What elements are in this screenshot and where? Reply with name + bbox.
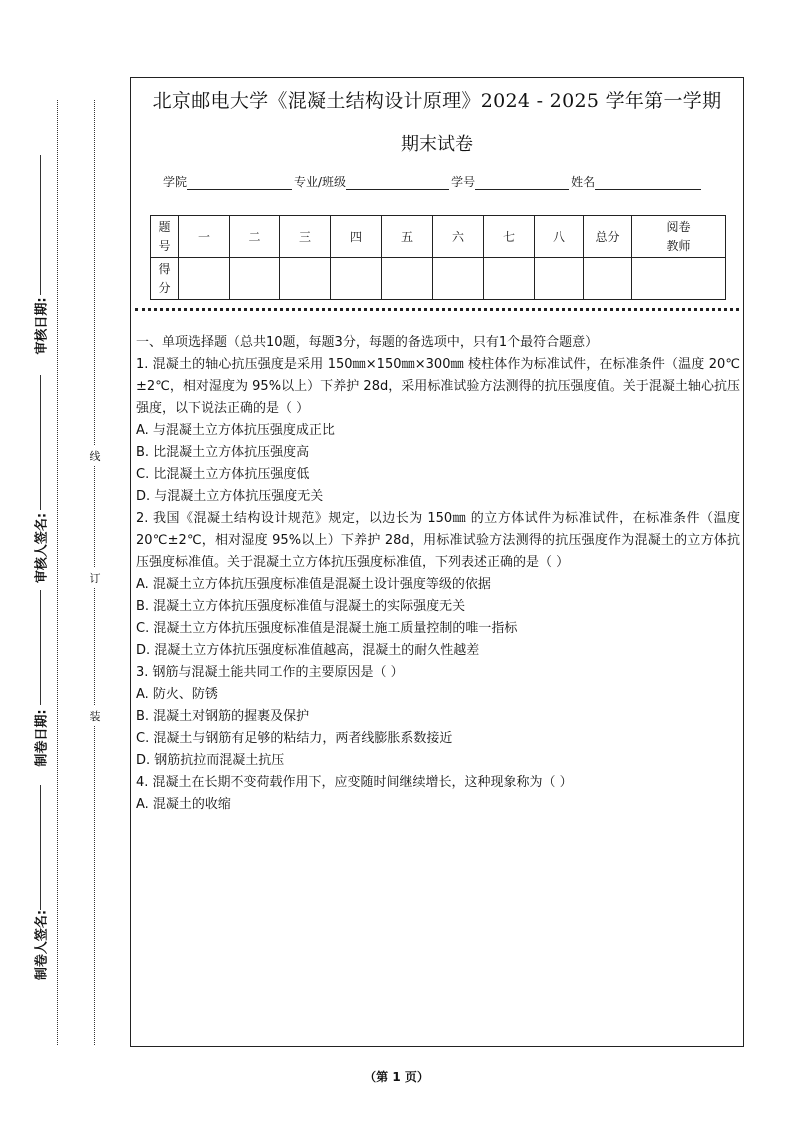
binding-char-xian: 线: [90, 446, 101, 466]
score-cell[interactable]: [179, 258, 230, 300]
question-3-option-d[interactable]: D. 钢筋抗拉而混凝土抗压: [136, 753, 285, 768]
question-2-stem: 2. 我国《混凝土结构设计规范》规定，以边长为 150㎜ 的立方体试件为标准试件，在标准条件（温度 20℃±2℃，相对湿度 95%以上）下养护 28d，用标准试验方法测得的抗压强度作为混凝土的立方体抗压强度标准值。关于混凝土立方体抗压强度标准值，下列表述正确的是（ ）: [136, 511, 740, 570]
score-table: [150, 215, 726, 300]
question-1-option-a[interactable]: A. 与混凝土立方体抗压强度成正比: [136, 423, 335, 438]
question-2-option-a[interactable]: A. 混凝土立方体抗压强度标准值是混凝土设计强度等级的依据: [136, 577, 491, 592]
grader-signature-cell[interactable]: [632, 258, 726, 300]
question-2-option-d[interactable]: D. 混凝土立方体抗压强度标准值越高，混凝土的耐久性越差: [136, 643, 480, 658]
student-id-input[interactable]: [475, 175, 569, 190]
binding-char-zhuang: 装: [90, 706, 101, 726]
question-3-option-a[interactable]: A. 防火、防锈: [136, 687, 218, 702]
score-cell-total[interactable]: [584, 258, 632, 300]
score-row-header: 得分: [151, 258, 179, 300]
score-cell[interactable]: [230, 258, 280, 300]
question-number-header: 题号: [151, 216, 179, 258]
question-2-option-b[interactable]: B. 混凝土立方体抗压强度标准值与混凝土的实际强度无关: [136, 599, 466, 614]
score-column-7: 七: [484, 216, 535, 258]
score-cell[interactable]: [382, 258, 433, 300]
binding-dotted-line-outer: [57, 100, 58, 1045]
score-column-4: 四: [331, 216, 382, 258]
score-cell[interactable]: [484, 258, 535, 300]
header-separator: [135, 308, 739, 311]
exam-subtitle: 期末试卷: [401, 134, 473, 155]
review-date-label: 审核日期:: [34, 297, 50, 355]
question-1-option-d[interactable]: D. 与混凝土立方体抗压强度无关: [136, 489, 324, 504]
score-cell[interactable]: [280, 258, 331, 300]
score-column-total: 总分: [584, 216, 632, 258]
score-cell[interactable]: [331, 258, 382, 300]
exam-content: [136, 332, 740, 816]
question-4-stem: 4. 混凝土在长期不变荷载作用下，应变随时间继续增长，这种现象称为（ ）: [136, 775, 573, 790]
question-2-option-c[interactable]: C. 混凝土立方体抗压强度标准值是混凝土施工质量控制的唯一指标: [136, 621, 518, 636]
question-4-option-a[interactable]: A. 混凝土的收缩: [136, 797, 231, 812]
student-info-row: [163, 173, 703, 190]
section-heading: 一、单项选择题（总共10题，每题3分，每题的备选项中，只有1个最符合题意）: [136, 335, 599, 350]
score-column-5: 五: [382, 216, 433, 258]
grader-column: 阅卷教师: [632, 216, 726, 258]
score-column-8: 八: [535, 216, 584, 258]
question-3-option-c[interactable]: C. 混凝土与钢筋有足够的粘结力，两者线膨胀系数接近: [136, 731, 453, 746]
question-1-option-c[interactable]: C. 比混凝土立方体抗压强度低: [136, 467, 310, 482]
score-column-6: 六: [433, 216, 484, 258]
field-label-name: 姓名: [571, 175, 596, 189]
binding-char-ding: 订: [90, 568, 101, 588]
review-date-line[interactable]: [40, 155, 41, 295]
question-3-option-b[interactable]: B. 混凝土对钢筋的握裹及保护: [136, 709, 310, 724]
reviewer-signature-line[interactable]: [40, 375, 41, 510]
field-label-student-id: 学号: [451, 175, 476, 189]
paper-date-label: 制卷日期:: [34, 709, 50, 767]
question-1-option-b[interactable]: B. 比混凝土立方体抗压强度高: [136, 445, 310, 460]
exam-title: 北京邮电大学《混凝土结构设计原理》2024 - 2025 学年第一学期: [152, 90, 722, 112]
reviewer-signature-label: 审核人签名:: [34, 512, 50, 584]
score-column-3: 三: [280, 216, 331, 258]
college-input[interactable]: [187, 175, 292, 190]
score-cell[interactable]: [433, 258, 484, 300]
field-label-college: 学院: [163, 175, 188, 189]
score-column-2: 二: [230, 216, 280, 258]
question-1-stem: 1. 混凝土的轴心抗压强度是采用 150㎜×150㎜×300㎜ 棱柱体作为标准试件，在标准条件（温度 20℃±2℃，相对湿度为 95%以上）下养护 28d，采用标准试验方法测得的抗压强度值。关于混凝土轴心抗压强度，以下说法正确的是（ ）: [136, 357, 740, 416]
field-label-major-class: 专业/班级: [294, 175, 347, 189]
major-class-input[interactable]: [346, 175, 449, 190]
score-cell[interactable]: [535, 258, 584, 300]
question-3-stem: 3. 钢筋与混凝土能共同工作的主要原因是（ ）: [136, 665, 404, 680]
paper-maker-signature-label: 制卷人签名:: [34, 909, 50, 981]
page-number: （第 1 页）: [364, 1070, 429, 1084]
name-input[interactable]: [595, 175, 701, 190]
paper-maker-signature-line[interactable]: [40, 785, 41, 910]
paper-date-line[interactable]: [40, 590, 41, 705]
score-column-1: 一: [179, 216, 230, 258]
